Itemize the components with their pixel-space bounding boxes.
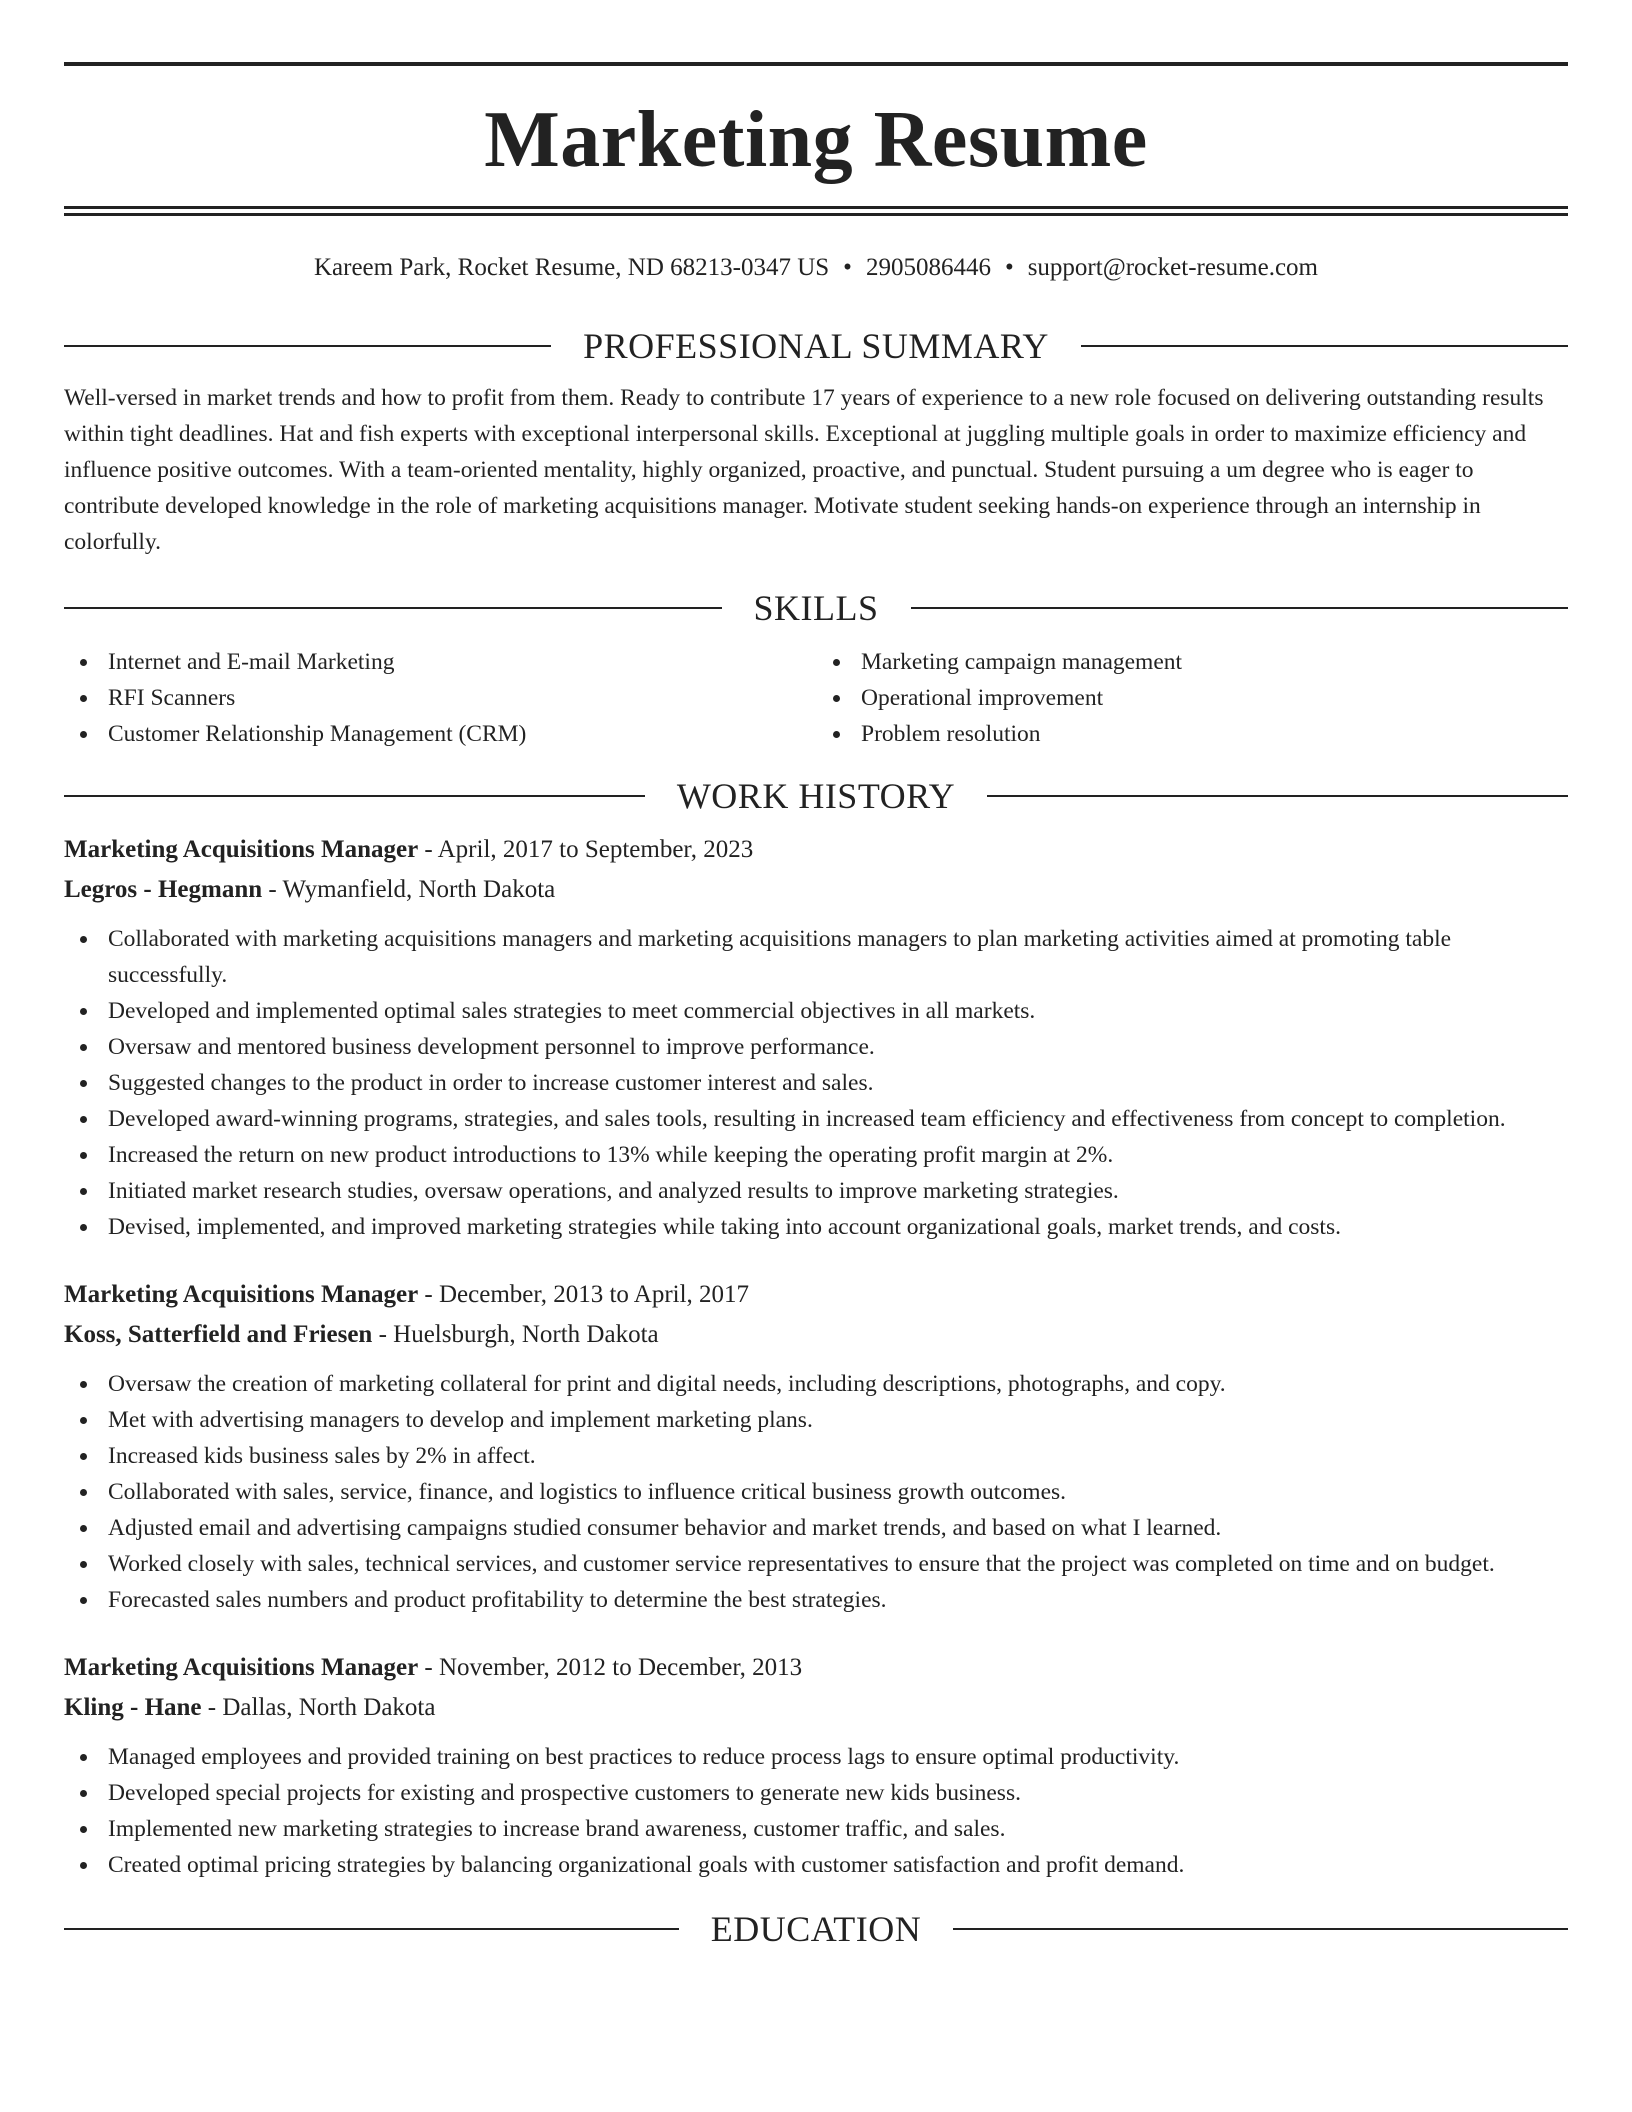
heading-rule-left xyxy=(64,1928,679,1930)
job-title-line xyxy=(64,830,1568,870)
work-history-section-heading xyxy=(64,774,1568,818)
skills-section-heading xyxy=(64,586,1568,630)
contact-separator: • xyxy=(843,254,852,281)
job-bullet: Implemented new marketing strategies to increase brand awareness, customer traffic, and sales. xyxy=(64,1811,1568,1847)
job-title-line xyxy=(64,1275,1568,1315)
heading-rule-left xyxy=(64,607,722,609)
job-bullet: Increased the return on new product introductions to 13% while keeping the operating profit margin at 2%. xyxy=(64,1137,1568,1173)
skill-item: Operational improvement xyxy=(817,680,1568,716)
heading-rule-left xyxy=(64,345,551,347)
job-company-line xyxy=(64,1315,1568,1355)
job-company: Kling - Hane xyxy=(64,1694,202,1721)
job-company: Legros - Hegmann xyxy=(64,876,263,903)
job-title: Marketing Acquisitions Manager xyxy=(64,1654,419,1681)
job-bullet: Oversaw and mentored business development personnel to improve performance. xyxy=(64,1029,1568,1065)
contact-phone: 2905086446 xyxy=(865,254,991,281)
job-bullets xyxy=(64,1739,1568,1883)
job-bullet: Developed special projects for existing and prospective customers to generate new kids business. xyxy=(64,1775,1568,1811)
job-bullet: Suggested changes to the product in order to increase customer interest and sales. xyxy=(64,1065,1568,1101)
job-location: - Huelsburgh, North Dakota xyxy=(372,1321,659,1348)
job-bullet: Increased kids business sales by 2% in affect. xyxy=(64,1438,1568,1474)
heading-rule-right xyxy=(987,795,1568,797)
job-bullet: Met with advertising managers to develop and implement marketing plans. xyxy=(64,1402,1568,1438)
job-bullet: Created optimal pricing strategies by balancing organizational goals with customer satisfaction and profit demand. xyxy=(64,1847,1568,1883)
skills-column-right xyxy=(815,644,1568,752)
job-location: - Dallas, North Dakota xyxy=(201,1694,436,1721)
job-bullet: Developed award-winning programs, strategies, and sales tools, resulting in increased team efficiency and effectiveness from concept to completion. xyxy=(64,1101,1568,1137)
job-bullet: Forecasted sales numbers and product profitability to determine the best strategies. xyxy=(64,1582,1568,1618)
job-company-line xyxy=(64,1688,1568,1728)
job-bullet: Initiated market research studies, oversaw operations, and analyzed results to improve marketing strategies. xyxy=(64,1173,1568,1209)
contact-line xyxy=(64,250,1568,286)
job-bullet: Oversaw the creation of marketing collateral for print and digital needs, including descriptions, photographs, and copy. xyxy=(64,1366,1568,1402)
summary-section-heading xyxy=(64,324,1568,368)
job-bullets xyxy=(64,1366,1568,1618)
contact-separator: • xyxy=(1004,254,1014,281)
job-entry xyxy=(64,830,1568,1245)
job-title-line xyxy=(64,1648,1568,1688)
skill-item: Customer Relationship Management (CRM) xyxy=(64,716,815,752)
job-entry xyxy=(64,1648,1568,1883)
skill-item: Problem resolution xyxy=(817,716,1568,752)
summary-heading-label: PROFESSIONAL SUMMARY xyxy=(583,326,1049,366)
skill-item: RFI Scanners xyxy=(64,680,815,716)
heading-rule-left xyxy=(64,795,645,797)
job-bullets xyxy=(64,921,1568,1245)
job-title: Marketing Acquisitions Manager xyxy=(64,836,419,863)
job-dates: - November, 2012 to December, 2013 xyxy=(418,1654,803,1681)
heading-rule-right xyxy=(911,607,1569,609)
skills-column-left xyxy=(64,644,815,752)
job-entry xyxy=(64,1275,1568,1618)
job-bullet: Managed employees and provided training on best practices to reduce process lags to ensure optimal productivity. xyxy=(64,1739,1568,1775)
job-location: - Wymanfield, North Dakota xyxy=(262,876,556,903)
job-dates: - December, 2013 to April, 2017 xyxy=(418,1281,750,1308)
job-company: Koss, Satterfield and Friesen xyxy=(64,1321,373,1348)
page-title: Marketing Resume xyxy=(484,96,1148,184)
job-bullet: Developed and implemented optimal sales strategies to meet commercial objectives in all markets. xyxy=(64,993,1568,1029)
skill-item: Internet and E-mail Marketing xyxy=(64,644,815,680)
job-bullet: Worked closely with sales, technical services, and customer service representatives to ensure that the project was completed on time and on budget. xyxy=(64,1546,1568,1582)
skills-heading-label: SKILLS xyxy=(753,588,879,628)
education-section-heading xyxy=(64,1907,1568,1951)
job-bullet: Collaborated with marketing acquisitions managers and marketing acquisitions managers to plan marketing activities aimed at promoting table successfully. xyxy=(64,921,1568,993)
summary-text: Well-versed in market trends and how to profit from them. Ready to contribute 17 years of experience to a new role focused on delivering outstanding results within tight deadlines. Hat and fish experts with exceptional interpersonal skills. Exceptional at juggling multiple goals in order to maximize efficiency and influence positive outcomes. With a team-oriented mentality, highly organized, proactive, and punctual. Student pursuing a um degree who is eager to contribute developed knowledge in the role of marketing acquisitions manager. Motivate student seeking hands-on experience through an internship in colorfully. xyxy=(64,385,1544,555)
contact-address: Kareem Park, Rocket Resume, ND 68213-0347 US xyxy=(313,254,830,281)
heading-rule-right xyxy=(1081,345,1568,347)
work-history-heading-label: WORK HISTORY xyxy=(676,776,956,816)
education-heading-label: EDUCATION xyxy=(710,1909,922,1949)
job-company-line xyxy=(64,870,1568,910)
contact-email: support@rocket-resume.com xyxy=(1027,254,1318,281)
heading-rule-right xyxy=(953,1928,1568,1930)
job-dates: - April, 2017 to September, 2023 xyxy=(418,836,754,863)
skills-list xyxy=(64,644,1568,752)
job-bullet: Collaborated with sales, service, finance, and logistics to influence critical business growth outcomes. xyxy=(64,1474,1568,1510)
skill-item: Marketing campaign management xyxy=(817,644,1568,680)
title-double-rule xyxy=(64,206,1568,216)
job-title: Marketing Acquisitions Manager xyxy=(64,1281,419,1308)
job-bullet: Adjusted email and advertising campaigns studied consumer behavior and market trends, and based on what I learned. xyxy=(64,1510,1568,1546)
job-bullet: Devised, implemented, and improved marketing strategies while taking into account organizational goals, market trends, and costs. xyxy=(64,1209,1568,1245)
